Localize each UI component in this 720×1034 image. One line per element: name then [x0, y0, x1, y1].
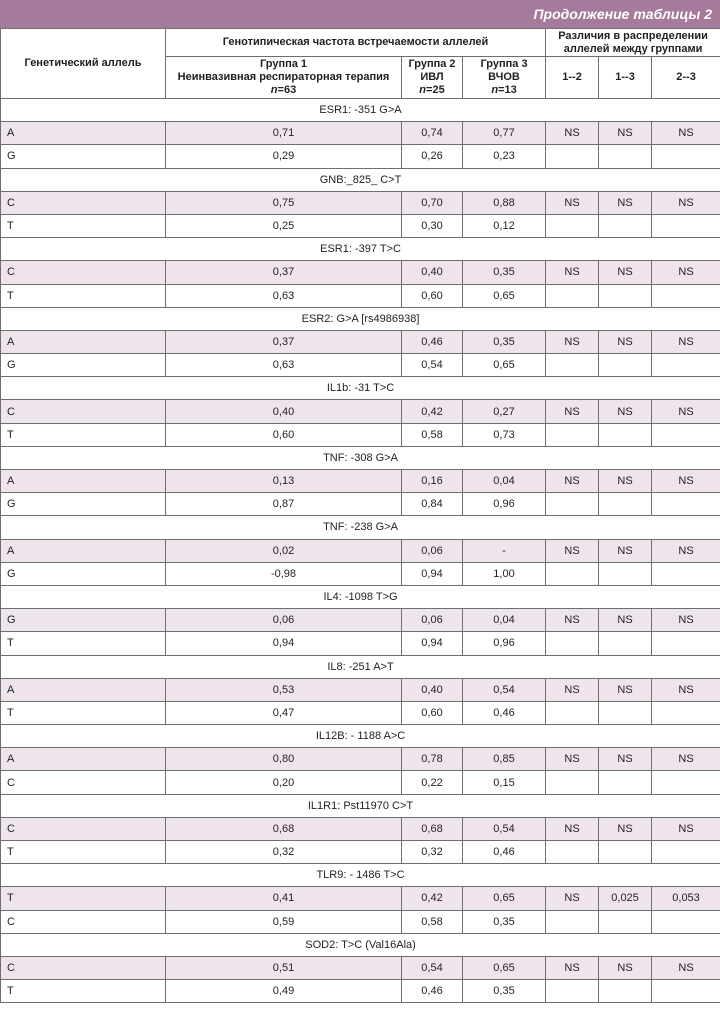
allele-cell: G — [1, 493, 166, 516]
header-differences-line1: Различия в распределении — [558, 29, 708, 42]
group3-frequency-cell: 0,35 — [463, 910, 546, 933]
gene-section-title: GNB:_825_ C>T — [1, 168, 720, 191]
group2-frequency-cell: 0,16 — [402, 470, 463, 493]
diff-2-3-cell — [652, 493, 720, 516]
gene-section-title: ESR1: -351 G>A — [1, 99, 720, 122]
allele-cell: C — [1, 771, 166, 794]
group3-frequency-cell: 0,04 — [463, 609, 546, 632]
allele-cell: T — [1, 632, 166, 655]
gene-section-row — [1, 446, 720, 469]
group3-frequency-cell: 0,15 — [463, 771, 546, 794]
diff-2-3-cell: NS — [652, 191, 720, 214]
gene-section-title: SOD2: T>C (Val16Ala) — [1, 933, 720, 956]
group1-frequency-cell: 0,80 — [166, 748, 402, 771]
group3-frequency-cell: 0,96 — [463, 493, 546, 516]
diff-1-3-cell — [599, 632, 652, 655]
table-caption: Продолжение таблицы 2 — [0, 0, 720, 28]
diff-1-2-cell: NS — [546, 470, 599, 493]
gene-section-row — [1, 585, 720, 608]
allele-cell: T — [1, 423, 166, 446]
header-group3-n-label: n — [491, 84, 499, 96]
allele-cell: A — [1, 678, 166, 701]
diff-1-3-cell — [599, 284, 652, 307]
allele-cell: G — [1, 145, 166, 168]
table-row — [1, 562, 720, 585]
gene-section-title: IL1R1: Pst11970 C>T — [1, 794, 720, 817]
table-row — [1, 887, 720, 910]
table-row — [1, 678, 720, 701]
group3-frequency-cell: 0,54 — [463, 817, 546, 840]
group1-frequency-cell: 0,59 — [166, 910, 402, 933]
group3-frequency-cell: 1,00 — [463, 562, 546, 585]
diff-1-3-cell — [599, 701, 652, 724]
allele-cell: G — [1, 354, 166, 377]
table-row — [1, 145, 720, 168]
gene-section-row — [1, 238, 720, 261]
header-group1-n-label: n — [270, 84, 278, 96]
diff-2-3-cell — [652, 562, 720, 585]
group2-frequency-cell: 0,78 — [402, 748, 463, 771]
table-row — [1, 493, 720, 516]
gene-section-row — [1, 725, 720, 748]
header-differences-line2: аллелей между группами — [563, 42, 703, 55]
diff-2-3-cell — [652, 980, 720, 1003]
allele-cell: A — [1, 539, 166, 562]
diff-2-3-cell: NS — [652, 748, 720, 771]
group3-frequency-cell: 0,23 — [463, 145, 546, 168]
diff-1-2-cell: NS — [546, 887, 599, 910]
header-group2-title: Группа 2 — [408, 58, 456, 70]
diff-1-2-cell: NS — [546, 122, 599, 145]
group2-frequency-cell: 0,42 — [402, 887, 463, 910]
diff-1-2-cell — [546, 145, 599, 168]
group2-frequency-cell: 0,84 — [402, 493, 463, 516]
diff-1-3-cell: NS — [599, 748, 652, 771]
table-row — [1, 771, 720, 794]
gene-section-row — [1, 794, 720, 817]
diff-2-3-cell — [652, 701, 720, 724]
group2-frequency-cell: 0,60 — [402, 284, 463, 307]
header-group3-name: ВЧОВ — [488, 71, 520, 83]
table-row — [1, 423, 720, 446]
table-row — [1, 284, 720, 307]
diff-2-3-cell — [652, 771, 720, 794]
diff-1-3-cell — [599, 423, 652, 446]
table-row — [1, 191, 720, 214]
header-group2-n-value: =25 — [426, 84, 445, 96]
group3-frequency-cell: 0,65 — [463, 354, 546, 377]
group2-frequency-cell: 0,40 — [402, 678, 463, 701]
group2-frequency-cell: 0,32 — [402, 841, 463, 864]
allele-cell: A — [1, 748, 166, 771]
allele-cell: T — [1, 284, 166, 307]
group3-frequency-cell: 0,35 — [463, 330, 546, 353]
group3-frequency-cell: 0,46 — [463, 841, 546, 864]
header-group1-title: Группа 1 — [259, 58, 308, 70]
group2-frequency-cell: 0,42 — [402, 400, 463, 423]
diff-1-3-cell — [599, 354, 652, 377]
diff-1-3-cell: NS — [599, 261, 652, 284]
diff-2-3-cell: NS — [652, 817, 720, 840]
allele-cell: G — [1, 562, 166, 585]
table-row — [1, 748, 720, 771]
gene-section-title: IL8: -251 A>T — [1, 655, 720, 678]
group2-frequency-cell: 0,46 — [402, 980, 463, 1003]
diff-1-3-cell: NS — [599, 470, 652, 493]
header-frequency: Генотипическая частота встречаемости аллелей — [166, 29, 546, 57]
allele-cell: C — [1, 191, 166, 214]
table-row — [1, 122, 720, 145]
diff-2-3-cell: 0,053 — [652, 887, 720, 910]
gene-section-row — [1, 168, 720, 191]
group1-frequency-cell: 0,37 — [166, 330, 402, 353]
diff-1-2-cell: NS — [546, 956, 599, 979]
group1-frequency-cell: 0,41 — [166, 887, 402, 910]
gene-section-title: TNF: -238 G>A — [1, 516, 720, 539]
group1-frequency-cell: 0,71 — [166, 122, 402, 145]
group2-frequency-cell: 0,06 — [402, 609, 463, 632]
diff-1-3-cell: NS — [599, 678, 652, 701]
table-row — [1, 354, 720, 377]
diff-1-3-cell — [599, 841, 652, 864]
group2-frequency-cell: 0,40 — [402, 261, 463, 284]
gene-section-title: IL4: -1098 T>G — [1, 585, 720, 608]
diff-1-2-cell — [546, 910, 599, 933]
header-group1-n — [166, 84, 401, 97]
table-row — [1, 980, 720, 1003]
diff-1-2-cell — [546, 771, 599, 794]
diff-1-3-cell: NS — [599, 400, 652, 423]
group2-frequency-cell: 0,60 — [402, 701, 463, 724]
allele-cell: C — [1, 261, 166, 284]
group3-frequency-cell: - — [463, 539, 546, 562]
group1-frequency-cell: 0,63 — [166, 284, 402, 307]
group1-frequency-cell: 0,87 — [166, 493, 402, 516]
diff-2-3-cell — [652, 214, 720, 237]
group2-frequency-cell: 0,58 — [402, 910, 463, 933]
group1-frequency-cell: 0,40 — [166, 400, 402, 423]
diff-2-3-cell: NS — [652, 122, 720, 145]
header-differences — [546, 29, 720, 57]
diff-1-3-cell — [599, 910, 652, 933]
gene-section-row — [1, 655, 720, 678]
allele-cell: A — [1, 122, 166, 145]
group1-frequency-cell: 0,47 — [166, 701, 402, 724]
allele-cell: A — [1, 470, 166, 493]
diff-1-2-cell — [546, 354, 599, 377]
group3-frequency-cell: 0,77 — [463, 122, 546, 145]
diff-1-3-cell — [599, 493, 652, 516]
diff-1-2-cell: NS — [546, 678, 599, 701]
group1-frequency-cell: 0,32 — [166, 841, 402, 864]
diff-2-3-cell — [652, 423, 720, 446]
group3-frequency-cell: 0,46 — [463, 701, 546, 724]
gene-section-title: TLR9: - 1486 T>C — [1, 864, 720, 887]
group3-frequency-cell: 0,65 — [463, 956, 546, 979]
allele-cell: C — [1, 817, 166, 840]
group3-frequency-cell: 0,12 — [463, 214, 546, 237]
group3-frequency-cell: 0,65 — [463, 284, 546, 307]
allele-cell: C — [1, 400, 166, 423]
table-row — [1, 214, 720, 237]
group1-frequency-cell: 0,37 — [166, 261, 402, 284]
diff-1-3-cell — [599, 980, 652, 1003]
header-allele: Генетический аллель — [1, 29, 166, 99]
diff-2-3-cell — [652, 145, 720, 168]
table-body — [1, 99, 720, 1003]
group3-frequency-cell: 0,65 — [463, 887, 546, 910]
diff-1-2-cell: NS — [546, 748, 599, 771]
diff-2-3-cell: NS — [652, 678, 720, 701]
diff-1-3-cell — [599, 214, 652, 237]
gene-section-title: IL1b: -31 T>C — [1, 377, 720, 400]
header-diff-2-3: 2--3 — [652, 57, 720, 99]
group2-frequency-cell: 0,54 — [402, 354, 463, 377]
allele-cell: T — [1, 841, 166, 864]
header-group1-n-value: =63 — [277, 84, 297, 96]
table-row — [1, 701, 720, 724]
diff-1-3-cell: 0,025 — [599, 887, 652, 910]
diff-1-3-cell — [599, 771, 652, 794]
diff-2-3-cell — [652, 632, 720, 655]
diff-1-2-cell — [546, 701, 599, 724]
group2-frequency-cell: 0,94 — [402, 562, 463, 585]
table-row — [1, 470, 720, 493]
diff-1-3-cell: NS — [599, 817, 652, 840]
diff-1-2-cell — [546, 284, 599, 307]
table-row — [1, 817, 720, 840]
gene-section-row — [1, 377, 720, 400]
header-group2-name: ИВЛ — [420, 71, 444, 83]
diff-1-2-cell: NS — [546, 400, 599, 423]
allele-cell: C — [1, 910, 166, 933]
group3-frequency-cell: 0,85 — [463, 748, 546, 771]
header-diff-1-3: 1--3 — [599, 57, 652, 99]
group1-frequency-cell: 0,20 — [166, 771, 402, 794]
diff-1-2-cell: NS — [546, 261, 599, 284]
group3-frequency-cell: 0,73 — [463, 423, 546, 446]
header-diff-1-2: 1--2 — [546, 57, 599, 99]
header-group3-n — [463, 84, 545, 97]
header-group2-n-label: n — [419, 84, 427, 96]
group2-frequency-cell: 0,70 — [402, 191, 463, 214]
diff-1-3-cell: NS — [599, 122, 652, 145]
diff-2-3-cell — [652, 910, 720, 933]
group1-frequency-cell: 0,25 — [166, 214, 402, 237]
diff-1-2-cell: NS — [546, 539, 599, 562]
diff-1-3-cell: NS — [599, 539, 652, 562]
allele-cell: T — [1, 980, 166, 1003]
allele-cell: C — [1, 956, 166, 979]
group1-frequency-cell: 0,75 — [166, 191, 402, 214]
group1-frequency-cell: 0,53 — [166, 678, 402, 701]
group2-frequency-cell: 0,74 — [402, 122, 463, 145]
group2-frequency-cell: 0,22 — [402, 771, 463, 794]
diff-2-3-cell — [652, 841, 720, 864]
gene-section-title: ESR2: G>A [rs4986938] — [1, 307, 720, 330]
allele-frequency-table — [0, 28, 720, 1003]
group1-frequency-cell: 0,29 — [166, 145, 402, 168]
gene-section-title: ESR1: -397 T>C — [1, 238, 720, 261]
allele-cell: T — [1, 214, 166, 237]
diff-1-2-cell — [546, 493, 599, 516]
group3-frequency-cell: 0,96 — [463, 632, 546, 655]
diff-1-2-cell — [546, 423, 599, 446]
header-group3-title: Группа 3 — [480, 58, 528, 70]
group2-frequency-cell: 0,94 — [402, 632, 463, 655]
group2-frequency-cell: 0,46 — [402, 330, 463, 353]
table-row — [1, 609, 720, 632]
group3-frequency-cell: 0,35 — [463, 261, 546, 284]
diff-2-3-cell: NS — [652, 956, 720, 979]
diff-2-3-cell: NS — [652, 261, 720, 284]
group1-frequency-cell: 0,63 — [166, 354, 402, 377]
group1-frequency-cell: 0,94 — [166, 632, 402, 655]
diff-2-3-cell — [652, 354, 720, 377]
group3-frequency-cell: 0,88 — [463, 191, 546, 214]
diff-2-3-cell: NS — [652, 539, 720, 562]
allele-cell: G — [1, 609, 166, 632]
group2-frequency-cell: 0,26 — [402, 145, 463, 168]
diff-1-2-cell: NS — [546, 609, 599, 632]
diff-1-3-cell — [599, 562, 652, 585]
allele-cell: A — [1, 330, 166, 353]
table-row — [1, 956, 720, 979]
group1-frequency-cell: 0,13 — [166, 470, 402, 493]
header-group2-n — [402, 84, 462, 97]
group1-frequency-cell: 0,60 — [166, 423, 402, 446]
diff-2-3-cell: NS — [652, 330, 720, 353]
gene-section-title: IL12B: - 1188 A>C — [1, 725, 720, 748]
header-group1 — [166, 57, 402, 99]
diff-1-2-cell — [546, 841, 599, 864]
group1-frequency-cell: 0,06 — [166, 609, 402, 632]
table-row — [1, 539, 720, 562]
diff-1-2-cell — [546, 214, 599, 237]
group3-frequency-cell: 0,35 — [463, 980, 546, 1003]
gene-section-row — [1, 99, 720, 122]
diff-2-3-cell: NS — [652, 470, 720, 493]
gene-section-row — [1, 864, 720, 887]
diff-1-2-cell — [546, 980, 599, 1003]
group2-frequency-cell: 0,54 — [402, 956, 463, 979]
diff-1-3-cell: NS — [599, 330, 652, 353]
group1-frequency-cell: 0,51 — [166, 956, 402, 979]
table-row — [1, 841, 720, 864]
allele-cell: T — [1, 887, 166, 910]
diff-1-2-cell — [546, 632, 599, 655]
header-group3 — [463, 57, 546, 99]
table-row — [1, 400, 720, 423]
table-row — [1, 632, 720, 655]
group2-frequency-cell: 0,68 — [402, 817, 463, 840]
gene-section-title: TNF: -308 G>A — [1, 446, 720, 469]
diff-1-2-cell: NS — [546, 191, 599, 214]
header-group3-n-value: =13 — [498, 84, 517, 96]
diff-1-3-cell: NS — [599, 191, 652, 214]
table-row — [1, 330, 720, 353]
table-row — [1, 261, 720, 284]
group3-frequency-cell: 0,04 — [463, 470, 546, 493]
group1-frequency-cell: 0,68 — [166, 817, 402, 840]
group3-frequency-cell: 0,27 — [463, 400, 546, 423]
diff-1-2-cell: NS — [546, 330, 599, 353]
table-row — [1, 910, 720, 933]
diff-1-3-cell: NS — [599, 609, 652, 632]
diff-2-3-cell: NS — [652, 609, 720, 632]
header-group1-name: Неинвазивная респираторная терапия — [177, 71, 390, 83]
gene-section-row — [1, 933, 720, 956]
header-group2 — [402, 57, 463, 99]
group2-frequency-cell: 0,58 — [402, 423, 463, 446]
diff-2-3-cell — [652, 284, 720, 307]
diff-2-3-cell: NS — [652, 400, 720, 423]
allele-cell: T — [1, 701, 166, 724]
diff-1-3-cell — [599, 145, 652, 168]
diff-1-2-cell: NS — [546, 817, 599, 840]
diff-1-2-cell — [546, 562, 599, 585]
group1-frequency-cell: -0,98 — [166, 562, 402, 585]
group2-frequency-cell: 0,06 — [402, 539, 463, 562]
diff-1-3-cell: NS — [599, 956, 652, 979]
group1-frequency-cell: 0,02 — [166, 539, 402, 562]
group2-frequency-cell: 0,30 — [402, 214, 463, 237]
gene-section-row — [1, 307, 720, 330]
group1-frequency-cell: 0,49 — [166, 980, 402, 1003]
group3-frequency-cell: 0,54 — [463, 678, 546, 701]
gene-section-row — [1, 516, 720, 539]
